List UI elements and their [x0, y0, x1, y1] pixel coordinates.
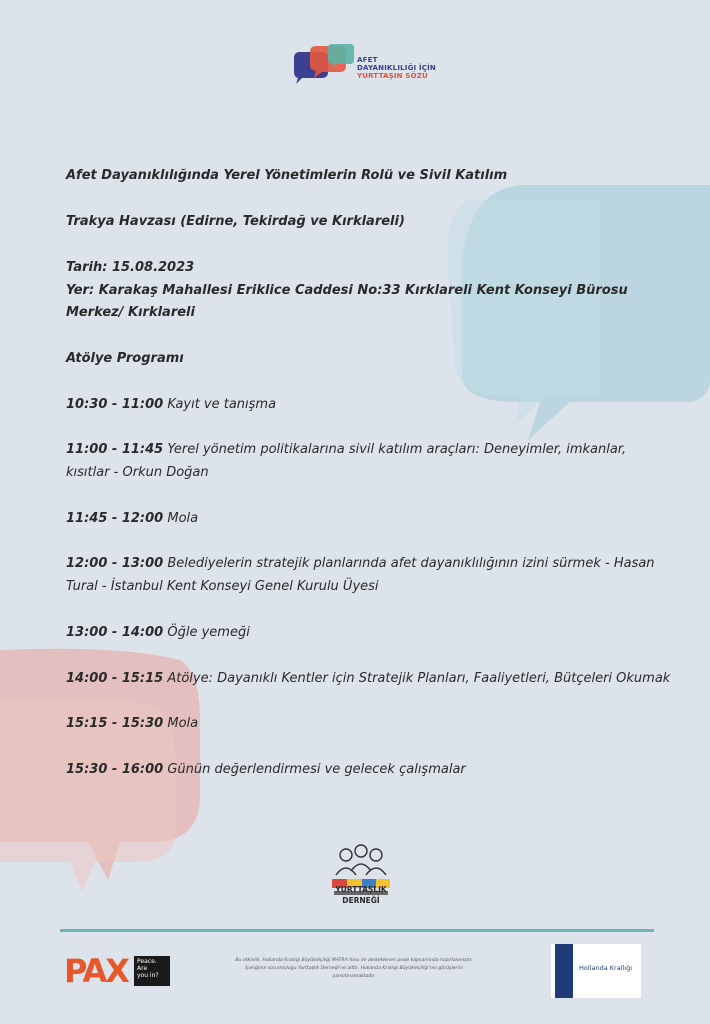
program-text-continued: Tural - İstanbul Kent Konseyi Genel Kurulu Üyesi — [66, 579, 379, 594]
logo-line-3: YURTTAŞIN SÖZÜ — [357, 72, 428, 80]
program-text: Mola — [167, 511, 199, 526]
program-time: 13:00 - 14:00 — [66, 625, 164, 640]
program-time: 14:00 - 15:15 — [66, 671, 164, 686]
program-time: 15:15 - 15:30 — [66, 716, 164, 731]
logo-line-1: AFET — [357, 56, 378, 64]
program-item — [66, 511, 198, 526]
program-item — [66, 442, 626, 457]
netherlands-label: Hollanda Krallığı — [579, 964, 633, 972]
pax-logo-text: PAX — [64, 952, 128, 990]
pax-logo — [64, 952, 172, 990]
program-text: Atölye: Dayanıklı Kentler için Stratejik Planları, Faaliyetleri, Bütçeleri Okumak — [167, 671, 671, 686]
program-text-continued: kısıtlar - Orkun Doğan — [66, 465, 209, 480]
citizens-assembly-label — [326, 884, 396, 906]
program-item — [66, 716, 198, 731]
program-time: 15:30 - 16:00 — [66, 762, 164, 777]
program-text: Mola — [167, 716, 199, 731]
pax-tagline — [134, 956, 170, 986]
program-time: 12:00 - 13:00 — [66, 556, 164, 571]
program-text: Kayıt ve tanışma — [167, 397, 277, 412]
program-item — [66, 671, 670, 686]
region-line: Trakya Havzası (Edirne, Tekirdağ ve Kırklareli) — [66, 214, 405, 229]
footer-divider — [60, 929, 654, 932]
logo-text — [357, 56, 436, 80]
footer-disclaimer — [204, 957, 504, 981]
pax-tag-line-2: Are — [137, 965, 148, 972]
pax-tag-line-1: Peace. — [137, 958, 157, 965]
program-heading: Atölye Programı — [66, 351, 184, 366]
pax-tag-line-3: you in? — [137, 972, 159, 979]
logo-line-2: DAYANIKLILIĞI İÇİN — [357, 64, 436, 72]
program-item — [66, 556, 655, 571]
citizens-line-1: YURTTAŞLIK — [335, 885, 387, 894]
program-text: Belediyelerin stratejik planlarında afet dayanıklılığının izini sürmek - Hasan — [167, 556, 655, 571]
program-item — [66, 397, 276, 412]
citizens-line-2: DERNEĞİ — [342, 896, 380, 905]
footer-note-line-2: İçeriğinin sorumluluğu Yurttaşlık Derneği'ne aittir. Hollanda Krallığı Büyükelçiliği'nin görüşlerini — [245, 966, 463, 971]
program-text: Günün değerlendirmesi ve gelecek çalışmalar — [167, 762, 466, 777]
netherlands-emblem-icon — [555, 944, 573, 998]
program-time: 10:30 - 11:00 — [66, 397, 164, 412]
page-title: Afet Dayanıklılığında Yerel Yönetimlerin Rolü ve Sivil Katılım — [66, 168, 508, 183]
program-text: Yerel yönetim politikalarına sivil katılım araçları: Deneyimler, imkanlar, — [167, 442, 627, 457]
footer-note-line-3: yansıtmamaktadır. — [332, 974, 376, 979]
program-time: 11:00 - 11:45 — [66, 442, 164, 457]
program-item — [66, 762, 466, 777]
date-line: Tarih: 15.08.2023 — [66, 260, 195, 275]
program-time: 11:45 - 12:00 — [66, 511, 164, 526]
footer-note-line-1: Bu etkinlik, Hollanda Krallığı Büyükelçiliği MATRA fonu ile desteklenen proje kapsamında hazırlanmıştır. — [235, 958, 473, 963]
place-line-1: Yer: Karakaş Mahallesi Eriklice Caddesi No:33 Kırklareli Kent Konseyi Bürosu — [66, 283, 628, 298]
place-line-2: Merkez/ Kırklareli — [66, 305, 195, 320]
program-text: Öğle yemeği — [167, 625, 250, 640]
program-item — [66, 625, 250, 640]
netherlands-logo — [551, 944, 641, 998]
